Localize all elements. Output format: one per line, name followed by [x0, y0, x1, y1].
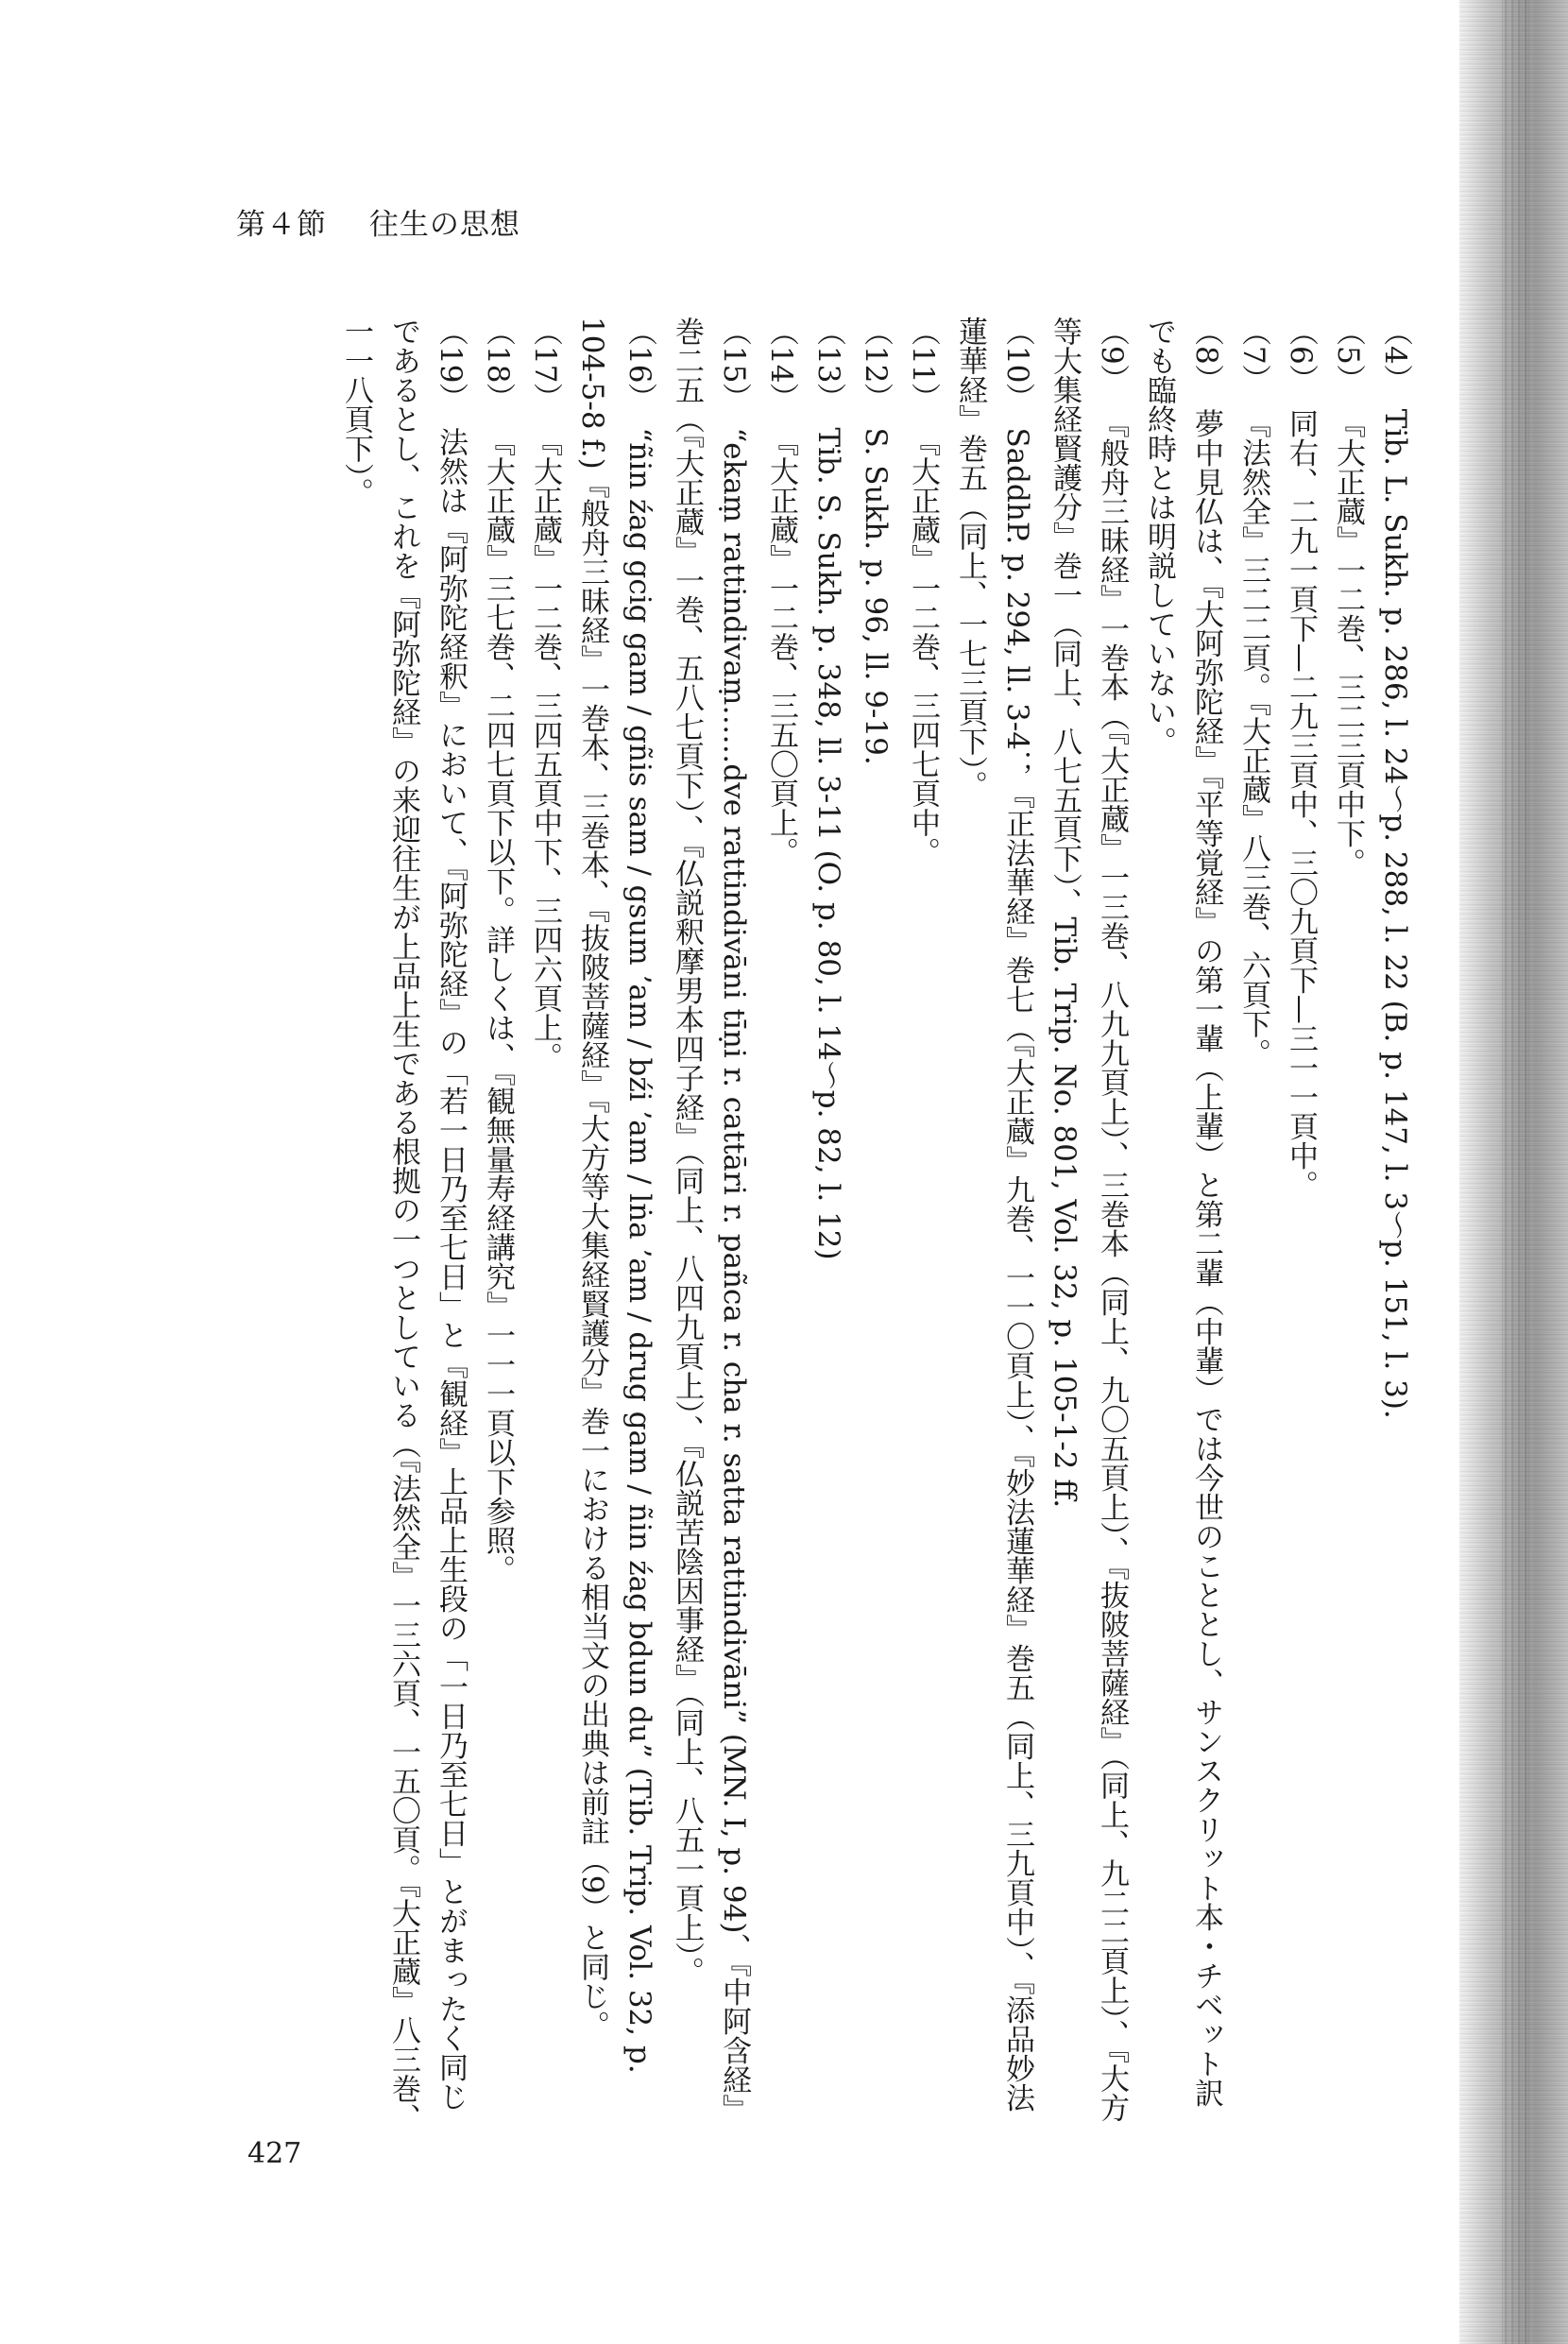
running-header: [236, 200, 520, 243]
footnote-8: [1135, 317, 1230, 2135]
footnote-number: （13）: [811, 317, 845, 413]
footnote-10: [946, 317, 1041, 2135]
footnote-text: 夢中見仏は、『大阿弥陀経』『平等覚経』の第一輩（上輩）と第二輩（中輩）では今世のこととし、サンスクリット本・チベット訳でも臨終時とは明説していない。: [1142, 317, 1223, 2108]
scan-shadow-texture: [1502, 0, 1530, 2344]
footnote-number: （16）: [622, 317, 656, 413]
footnote-number: （4）: [1378, 317, 1412, 394]
section-title: 往生の思想: [368, 208, 520, 242]
footnote-number: （11）: [906, 317, 940, 413]
footnote-text: 『大正蔵』一二巻、三二三頁中下。: [1331, 408, 1365, 878]
page-number: 427: [247, 2137, 302, 2170]
footnote-17: [521, 317, 569, 2135]
footnote-text: S. Sukh. p. 96, ll. 9-19.: [859, 427, 893, 765]
footnote-14: [758, 317, 805, 2135]
footnote-7: [1230, 317, 1277, 2135]
footnote-text: 『大正蔵』三七巻、二四七頁下以下。詳しくは、『観無量寿経講究』一一一頁以下参照。: [481, 427, 515, 1584]
footnote-12: [852, 317, 899, 2135]
footnote-text: 同右、二九一頁下—二九三頁中、三〇九頁下—三一一頁中。: [1284, 408, 1318, 1200]
footnote-number: （12）: [859, 317, 893, 413]
footnote-text: Tib. S. Sukh. p. 348, ll. 3-11 (O. p. 80, l. 14〜p. 82, l. 12): [811, 427, 845, 1260]
footnote-text: 『般舟三昧経』一巻本（『大正蔵』一三巻、八九九頁上）、三巻本（同上、九〇五頁上）、『抜陂菩薩経』（同上、九二二頁上）、『大方等大集経賢護分』巻一（同上、八七五頁下）、Tib. Trip. No. 801, Vol. 32, p. 105-1-2 ff.: [1048, 317, 1129, 2123]
footnote-number: （10）: [1000, 317, 1034, 413]
footnote-text: Tib. L. Sukh. p. 286, l. 24〜p. 288, l. 22 (B. p. 147, l. 3〜p. 151, l. 3).: [1378, 408, 1412, 1419]
footnote-4: [1372, 317, 1419, 2135]
footnote-number: （14）: [764, 317, 798, 413]
footnote-text: “ñin źag gcig gam / gñis sam / gsum ’am / bźi ’am / lṅa ’am / drug gam / ñin źag bdun du” (Tib. Trip. Vol. 32, p. 104-5-8 f.)『般舟三昧経』一巻本、三巻本、『抜陂菩薩経』『大方等大集経賢護分』巻一における相当文の出典は前註（9）と同じ。: [575, 317, 656, 2083]
footnote-number: （6）: [1284, 317, 1318, 394]
footnote-text: 『法然全』三二二頁。『大正蔵』八三巻、六頁下。: [1236, 408, 1270, 1069]
footnote-9: [1041, 317, 1135, 2135]
footnote-number: （15）: [717, 317, 751, 413]
footnote-19: [332, 317, 474, 2135]
section-number: 第４節: [236, 208, 327, 242]
footnote-5: [1324, 317, 1372, 2135]
footnote-18: [474, 317, 521, 2135]
footnote-text: “ekaṃ rattindivaṃ……dve rattindivāni tīṇi r. cattāri r. pañca r. cha r. satta rattindivāni” (MN. I, p. 94)、『中阿含経』巻二五（『大正蔵』一巻、五八七頁下）、『仏説釈摩男本四子経』（同上、八四九頁上）、『仏説苦陰因事経』（同上、八五一頁上）。: [670, 317, 751, 2124]
footnote-text: 『大正蔵』一二巻、三四七頁中。: [906, 427, 940, 867]
footnote-16: [569, 317, 663, 2135]
footnote-15: [663, 317, 758, 2135]
footnote-11: [899, 317, 946, 2135]
footnote-text: 『大正蔵』一二巻、三四五頁中下、三四六頁上。: [528, 427, 562, 1072]
footnote-text: 法然は『阿弥陀経釈』において、『阿弥陀経』の「若一日乃至七日」と『観経』上品上生段の「一日乃至七日」とがまったく同じであるとし、これを『阿弥陀経』の来迎往生が上品上生である根拠の一つとしている（『法然全』一三六頁、一五〇頁。『大正蔵』八三巻、一一八頁下）。: [339, 317, 468, 2132]
footnote-text: SaddhP. p. 294, ll. 3-4；『正法華経』巻七（『大正蔵』九巻、一一〇頁上）、『妙法蓮華経』巻五（同上、三九頁中）、『添品妙法蓮華経』巻五（同上、一七三頁下）。: [953, 317, 1034, 2113]
footnote-13: [805, 317, 852, 2135]
footnote-number: （7）: [1236, 317, 1270, 394]
footnote-number: （17）: [528, 317, 562, 413]
footnotes-block: [332, 317, 1419, 2135]
footnote-number: （19）: [434, 317, 468, 413]
footnote-6: [1277, 317, 1324, 2135]
footnote-number: （9）: [1095, 317, 1129, 394]
footnote-number: （8）: [1189, 317, 1223, 394]
scan-shadow-edge: [1459, 0, 1568, 2344]
footnote-number: （18）: [481, 317, 515, 413]
footnote-number: （5）: [1331, 317, 1365, 394]
footnote-text: 『大正蔵』一二巻、三五〇頁上。: [764, 427, 798, 867]
